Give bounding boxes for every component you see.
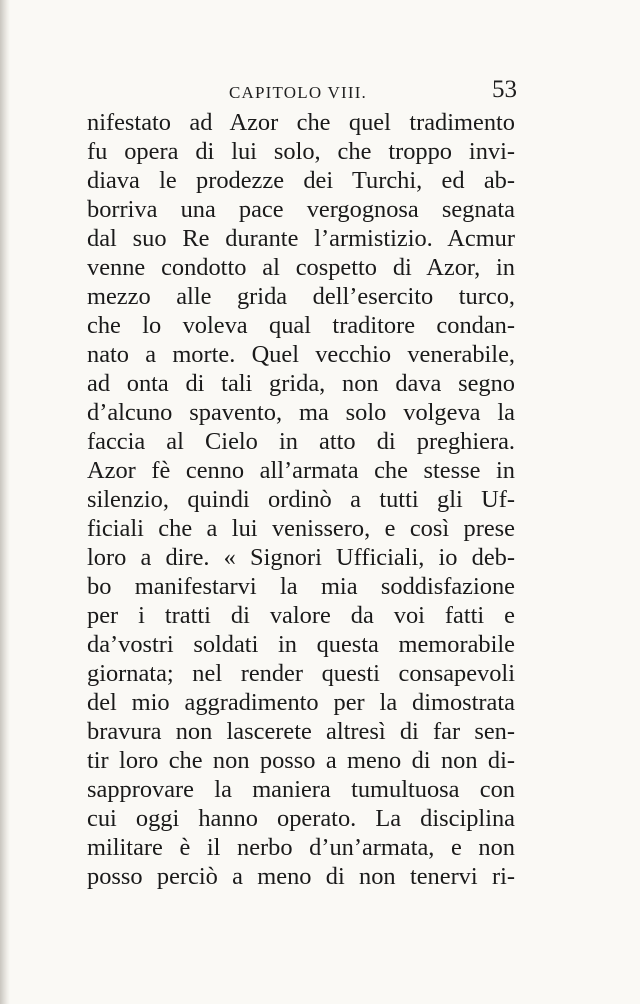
text-line: che lo voleva qual traditore condan- (87, 312, 515, 339)
text-line: militare è il nerbo d’un’armata, e non (87, 834, 515, 861)
text-line: bravura non lascerete altresì di far sen- (87, 718, 515, 745)
text-line: ad onta di tali grida, non dava segno (87, 370, 515, 397)
text-line: d’alcuno spavento, ma solo volgeva la (87, 399, 515, 426)
text-line: dal suo Re durante l’armistizio. Acmur (87, 225, 515, 252)
text-line: venne condotto al cospetto di Azor, in (87, 254, 515, 281)
body-text (87, 108, 515, 891)
text-line: da’vostri soldati in questa memorabile (87, 631, 515, 658)
text-line: posso perciò a meno di non tenervi ri- (87, 863, 515, 890)
text-line: borriva una pace vergognosa segnata (87, 196, 515, 223)
text-line: bo manifestarvi la mia soddisfazione (87, 573, 515, 600)
text-line: del mio aggradimento per la dimostrata (87, 689, 515, 716)
running-head (87, 76, 517, 106)
text-line: Azor fè cenno all’armata che stesse in (87, 457, 515, 484)
text-line: loro a dire. « Signori Ufficiali, io deb- (87, 544, 515, 571)
text-line: nato a morte. Quel vecchio venerabile, (87, 341, 515, 368)
text-line: nifestato ad Azor che quel tradimento (87, 109, 515, 136)
text-line: tir loro che non posso a meno di non di- (87, 747, 515, 774)
text-line: sapprovare la maniera tumultuosa con (87, 776, 515, 803)
text-line: giornata; nel render questi consapevoli (87, 660, 515, 687)
text-line: ficiali che a lui venissero, e così prese (87, 515, 515, 542)
text-line: fu opera di lui solo, che troppo invi- (87, 138, 515, 165)
chapter-title: CAPITOLO VIII. (229, 83, 367, 102)
text-line: per i tratti di valore da voi fatti e (87, 602, 515, 629)
text-line: mezzo alle grida dell’esercito turco, (87, 283, 515, 310)
page-gutter-shadow (0, 0, 10, 1004)
text-line: faccia al Cielo in atto di preghiera. (87, 428, 515, 455)
page-number: 53 (492, 76, 517, 103)
text-line: silenzio, quindi ordinò a tutti gli Uf- (87, 486, 515, 513)
text-line: diava le prodezze dei Turchi, ed ab- (87, 167, 515, 194)
text-line: cui oggi hanno operato. La disciplina (87, 805, 515, 832)
